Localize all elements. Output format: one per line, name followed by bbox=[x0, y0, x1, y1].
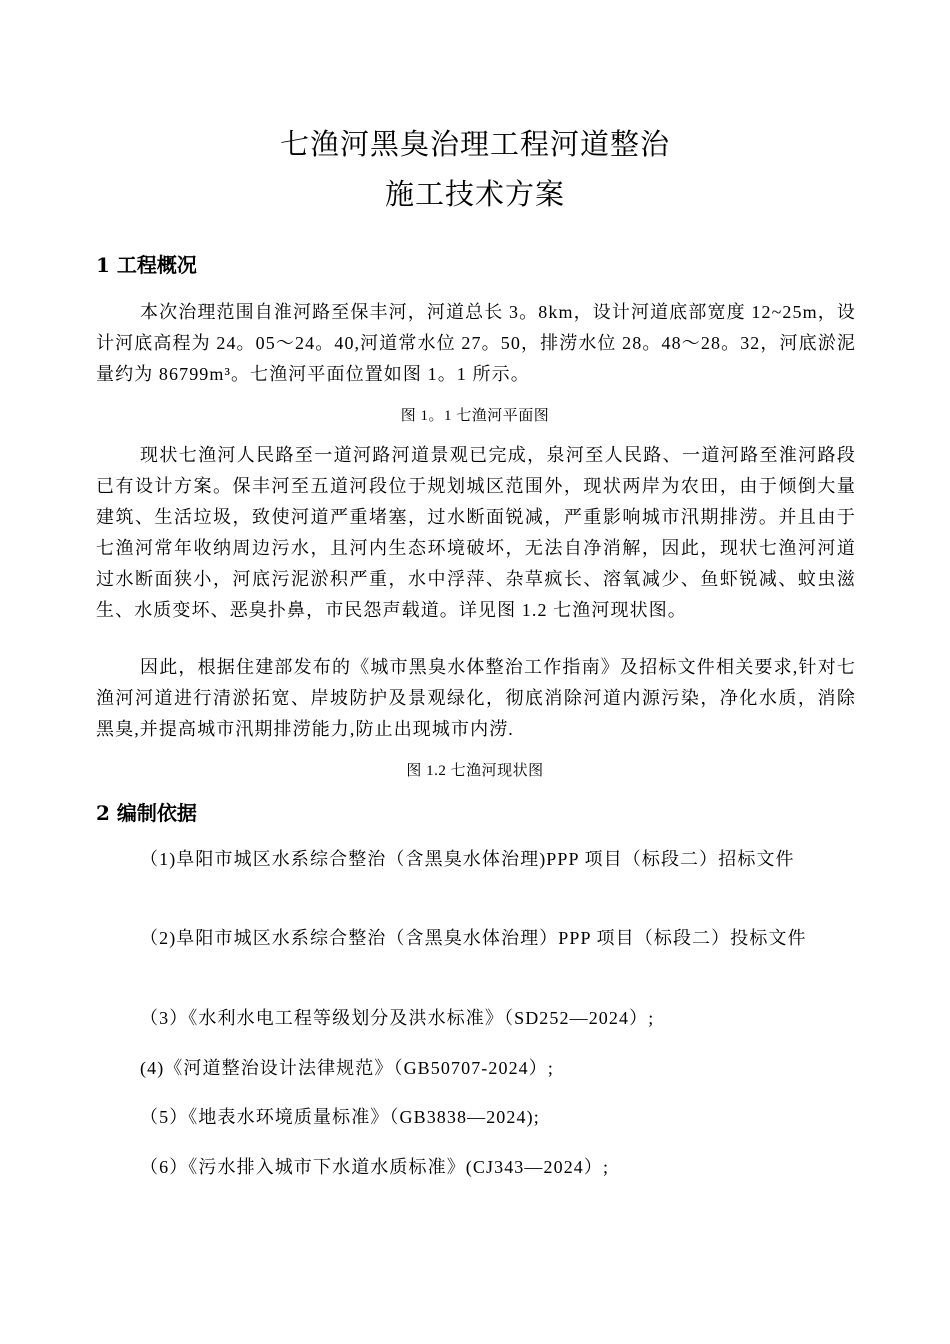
section1-paragraph-3: 因此，根据住建部发布的《城市黑臭水体整治工作指南》及招标文件相关要求,针对七渔河河道进行清淤拓宽、岸坡防护及景观绿化，彻底消除河道内源污染，净化水质，消除黑臭,并提高城市汛期排涝能力,防止出现城市内涝. bbox=[96, 657, 856, 739]
section1-paragraph-2: 现状七渔河人民路至一道河路河道景观已完成，泉河至人民路、一道河路至淮河路段已有设计方案。保丰河至五道河段位于规划城区范围外，现状两岸为农田，由于倾倒大量建筑、生活垃圾，致使河道严重堵塞，过水断面锐减，严重影响城市汛期排涝。并且由于七渔河常年收纳周边污水，且河内生态环境破坏，无法自净消解，因此，现状七渔河河道过水断面狭小，河底污泥淤积严重，水中浮萍、杂草疯长、溶氧减少、鱼虾锐减、蚊虫滋生、水质变坏、恶臭扑鼻，市民怨声载道。详见图 1.2 七渔河现状图。 bbox=[96, 445, 856, 620]
document-title-line1: 七渔河黑臭治理工程河道整治 bbox=[279, 127, 670, 161]
reference-item-2: （2)阜阳市城区水系综合整治（含黑臭水体治理）PPP 项目（标段二）投标文件 bbox=[140, 928, 807, 948]
figure1-caption: 图 1。1 七渔河平面图 bbox=[400, 408, 550, 424]
section2-heading: 2 编制依据 bbox=[96, 801, 197, 825]
reference-item-4: (4)《河道整治设计法律规范》（GB50707-2024）; bbox=[140, 1058, 554, 1078]
figure2-caption: 图 1.2 七渔河现状图 bbox=[406, 763, 544, 779]
reference-item-6: （6）《污水排入城市下水道水质标准》(CJ343—2024）; bbox=[140, 1157, 610, 1177]
document-title-line2: 施工技术方案 bbox=[384, 177, 565, 211]
reference-item-1: （1)阜阳市城区水系综合整治（含黑臭水体治理)PPP 项目（标段二）招标文件 bbox=[140, 849, 795, 869]
section1-heading: 1 工程概况 bbox=[96, 253, 197, 277]
section1-paragraph-1: 本次治理范围自淮河路至保丰河，河道总长 3。8km，设计河道底部宽度 12~25m，设计河底高程为 24。05～24。40,河道常水位 27。50，排涝水位 28。48～28。32，河底淤泥量约为 86799m³。七渔河平面位置如图 1。1 所示。 bbox=[96, 302, 856, 384]
reference-item-5: （5）《地表水环境质量标准》（GB3838—2024); bbox=[140, 1107, 540, 1127]
reference-item-3: （3）《水利水电工程等级划分及洪水标准》（SD252—2024）; bbox=[140, 1008, 655, 1028]
